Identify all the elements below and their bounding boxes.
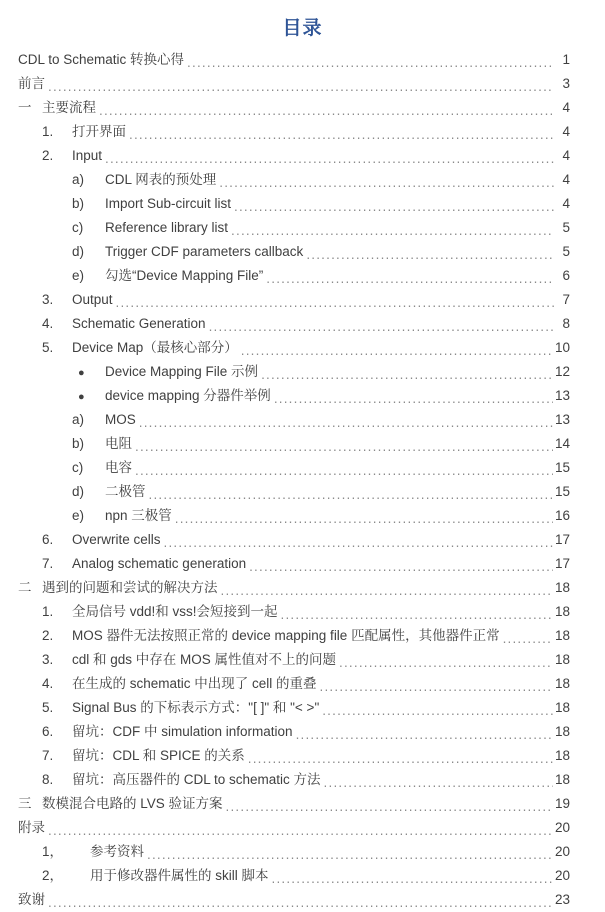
toc-entry-page-number: 7 <box>562 292 570 307</box>
toc-entry-page-number: 13 <box>554 412 570 427</box>
toc-entry-label: 二极管 <box>105 484 146 499</box>
toc-entry-marker: 1. <box>42 124 54 139</box>
toc-entry-page-number: 4 <box>562 196 570 211</box>
toc-entry[interactable] <box>0 96 605 120</box>
toc-leader-dots <box>48 898 553 912</box>
toc-entry[interactable] <box>0 216 605 240</box>
toc-entry[interactable] <box>0 456 605 480</box>
toc-leader-dots <box>147 850 553 864</box>
toc-list <box>0 42 605 912</box>
toc-entry-label: 致谢 <box>18 892 45 907</box>
toc-entry-page-number: 3 <box>562 76 570 91</box>
toc-entry-label: 用于修改器件属性的 skill 脚本 <box>90 868 269 883</box>
toc-entry-marker: e) <box>72 268 85 283</box>
toc-leader-dots <box>221 586 553 600</box>
toc-leader-dots <box>231 226 554 240</box>
toc-entry[interactable] <box>0 888 605 912</box>
toc-entry-marker: 3. <box>42 652 54 667</box>
toc-entry-page-number: 19 <box>554 796 570 811</box>
toc-entry-marker: 三 <box>18 796 32 811</box>
toc-leader-dots <box>272 874 553 888</box>
toc-leader-dots <box>48 826 553 840</box>
toc-entry-page-number: 14 <box>554 436 570 451</box>
toc-leader-dots <box>99 106 554 120</box>
toc-entry-marker: 6. <box>42 532 54 547</box>
toc-entry-page-number: 4 <box>562 148 570 163</box>
toc-entry-page-number: 18 <box>554 700 570 715</box>
toc-entry[interactable] <box>0 288 605 312</box>
toc-entry-marker: 7. <box>42 556 54 571</box>
toc-entry[interactable] <box>0 264 605 288</box>
toc-leader-dots <box>503 634 553 648</box>
toc-entry-marker: c) <box>72 220 84 235</box>
toc-entry-marker: 一 <box>18 100 32 115</box>
toc-entry[interactable] <box>0 144 605 168</box>
toc-leader-dots <box>135 466 553 480</box>
toc-entry-page-number: 20 <box>554 844 570 859</box>
toc-entry-label: 数模混合电路的 LVS 验证方案 <box>42 796 223 811</box>
toc-entry-marker: 6. <box>42 724 54 739</box>
toc-leader-dots <box>234 202 554 216</box>
toc-entry-marker: 3. <box>42 292 54 307</box>
toc-entry[interactable] <box>0 576 605 600</box>
toc-entry-page-number: 12 <box>554 364 570 379</box>
toc-entry-marker: 4. <box>42 676 54 691</box>
toc-entry-label: 电阻 <box>105 436 132 451</box>
toc-entry-label: CDL to Schematic 转换心得 <box>18 52 185 67</box>
toc-leader-dots <box>105 154 554 168</box>
toc-leader-dots <box>339 658 553 672</box>
toc-leader-dots <box>249 562 553 576</box>
toc-entry-marker: a) <box>72 172 85 187</box>
toc-entry-page-number: 20 <box>554 820 570 835</box>
toc-entry-marker: 1. <box>42 604 54 619</box>
toc-entry-label: 主要流程 <box>42 100 96 115</box>
toc-entry[interactable] <box>0 408 605 432</box>
toc-leader-dots <box>281 610 553 624</box>
toc-entry[interactable] <box>0 360 605 384</box>
toc-entry-marker: d) <box>72 484 85 499</box>
toc-entry[interactable] <box>0 792 605 816</box>
toc-entry[interactable] <box>0 744 605 768</box>
toc-entry-label: Analog schematic generation <box>72 556 247 571</box>
toc-entry-label: Input <box>72 148 103 163</box>
toc-entry-label: 打开界面 <box>72 124 126 139</box>
toc-entry-page-number: 6 <box>562 268 570 283</box>
toc-entry-marker: 二 <box>18 580 32 595</box>
toc-entry-marker: ● <box>78 367 85 379</box>
toc-entry-page-number: 18 <box>554 604 570 619</box>
toc-entry-page-number: 17 <box>554 556 570 571</box>
toc-entry-label: Import Sub-circuit list <box>105 196 232 211</box>
toc-entry[interactable] <box>0 840 605 864</box>
toc-entry-page-number: 15 <box>554 484 570 499</box>
toc-entry-label: 留坑：CDF 中 simulation information <box>72 724 293 739</box>
toc-entry[interactable] <box>0 72 605 96</box>
toc-entry-page-number: 4 <box>562 124 570 139</box>
toc-entry-label: Signal Bus 的下标表示方式："[ ]" 和 "< >" <box>72 700 320 715</box>
toc-entry-label: Reference library list <box>105 220 229 235</box>
toc-leader-dots <box>274 394 553 408</box>
toc-entry-page-number: 18 <box>554 748 570 763</box>
toc-leader-dots <box>241 346 553 360</box>
toc-entry[interactable] <box>0 120 605 144</box>
toc-entry[interactable] <box>0 816 605 840</box>
toc-entry-page-number: 18 <box>554 676 570 691</box>
toc-entry[interactable] <box>0 696 605 720</box>
toc-entry-marker: ● <box>78 391 85 403</box>
toc-leader-dots <box>320 682 553 696</box>
toc-entry-page-number: 5 <box>562 220 570 235</box>
toc-entry-marker: 5. <box>42 700 54 715</box>
toc-entry[interactable] <box>0 552 605 576</box>
toc-entry[interactable] <box>0 312 605 336</box>
toc-entry-page-number: 18 <box>554 772 570 787</box>
toc-entry-page-number: 20 <box>554 868 570 883</box>
toc-entry-label: 遇到的问题和尝试的解决方法 <box>42 580 218 595</box>
toc-entry-page-number: 5 <box>562 244 570 259</box>
toc-leader-dots <box>219 178 554 192</box>
toc-entry[interactable] <box>0 528 605 552</box>
toc-entry-label: 全局信号 vdd!和 vss!会短接到一起 <box>72 604 278 619</box>
toc-entry-label: Overwrite cells <box>72 532 161 547</box>
toc-entry-page-number: 18 <box>554 652 570 667</box>
toc-entry[interactable] <box>0 768 605 792</box>
toc-entry-marker: c) <box>72 460 84 475</box>
toc-entry[interactable] <box>0 720 605 744</box>
toc-entry-label: 留坑：高压器件的 CDL to schematic 方法 <box>72 772 321 787</box>
toc-entry[interactable] <box>0 648 605 672</box>
toc-leader-dots <box>248 754 553 768</box>
toc-entry-page-number: 18 <box>554 580 570 595</box>
toc-entry-page-number: 10 <box>554 340 570 355</box>
toc-entry-marker: d) <box>72 244 85 259</box>
toc-entry-label: Trigger CDF parameters callback <box>105 244 304 259</box>
toc-entry[interactable] <box>0 240 605 264</box>
toc-entry[interactable] <box>0 504 605 528</box>
toc-entry[interactable] <box>0 192 605 216</box>
toc-entry-label: device mapping 分器件举例 <box>105 388 271 403</box>
toc-entry-label: 附录 <box>18 820 45 835</box>
toc-leader-dots <box>187 58 554 72</box>
toc-leader-dots <box>149 490 553 504</box>
toc-entry[interactable] <box>0 672 605 696</box>
toc-entry-label: Device Map（最核心部分） <box>72 340 238 355</box>
toc-entry-marker: b) <box>72 436 85 451</box>
toc-entry[interactable] <box>0 432 605 456</box>
toc-entry-marker: a) <box>72 412 85 427</box>
toc-entry-page-number: 8 <box>562 316 570 331</box>
toc-entry-page-number: 1 <box>562 52 570 67</box>
toc-leader-dots <box>129 130 554 144</box>
toc-entry[interactable] <box>0 336 605 360</box>
toc-leader-dots <box>324 778 553 792</box>
toc-leader-dots <box>266 274 554 288</box>
toc-entry-label: 电容 <box>105 460 132 475</box>
toc-leader-dots <box>135 442 553 456</box>
toc-leader-dots <box>296 730 553 744</box>
toc-entry-label: 在生成的 schematic 中出现了 cell 的重叠 <box>72 676 317 691</box>
toc-entry-marker: e) <box>72 508 85 523</box>
toc-entry-marker: 4. <box>42 316 54 331</box>
toc-entry-page-number: 4 <box>562 172 570 187</box>
toc-entry-page-number: 17 <box>554 532 570 547</box>
toc-leader-dots <box>139 418 553 432</box>
toc-entry-label: MOS <box>105 412 136 427</box>
toc-entry-label: Device Mapping File 示例 <box>105 364 259 379</box>
page-title: 目录 <box>282 18 323 39</box>
toc-entry-marker: 2， <box>42 868 64 883</box>
toc-entry-label: Schematic Generation <box>72 316 206 331</box>
toc-entry-label: 前言 <box>18 76 45 91</box>
toc-entry-label: MOS 器件无法按照正常的 device mapping file 匹配属性，其他器件正常 <box>72 628 500 643</box>
toc-entry-page-number: 15 <box>554 460 570 475</box>
toc-entry-label: 参考资料 <box>90 844 144 859</box>
toc-entry[interactable] <box>0 480 605 504</box>
toc-entry-marker: 7. <box>42 748 54 763</box>
toc-leader-dots <box>164 538 553 552</box>
toc-entry[interactable] <box>0 600 605 624</box>
toc-entry-page-number: 18 <box>554 724 570 739</box>
toc-entry-label: 留坑：CDL 和 SPICE 的关系 <box>72 748 245 763</box>
toc-leader-dots <box>116 298 554 312</box>
toc-entry-label: cdl 和 gds 中存在 MOS 属性值对不上的问题 <box>72 652 337 667</box>
toc-leader-dots <box>175 514 553 528</box>
toc-entry-page-number: 23 <box>554 892 570 907</box>
toc-entry-page-number: 4 <box>562 100 570 115</box>
toc-entry-label: npn 三极管 <box>105 508 172 523</box>
toc-entry-label: Output <box>72 292 113 307</box>
toc-entry-label: CDL 网表的预处理 <box>105 172 217 187</box>
toc-entry-marker: b) <box>72 196 85 211</box>
toc-entry-marker: 1， <box>42 844 64 859</box>
toc-entry-page-number: 18 <box>554 628 570 643</box>
toc-leader-dots <box>322 706 553 720</box>
toc-entry-marker: 2. <box>42 628 54 643</box>
toc-entry[interactable] <box>0 624 605 648</box>
toc-leader-dots <box>48 82 554 96</box>
toc-entry-label: 勾选“Device Mapping File” <box>105 268 264 283</box>
toc-entry-page-number: 13 <box>554 388 570 403</box>
toc-entry[interactable] <box>0 864 605 888</box>
toc-entry-marker: 2. <box>42 148 54 163</box>
toc-entry-page-number: 16 <box>554 508 570 523</box>
toc-leader-dots <box>209 322 554 336</box>
toc-leader-dots <box>261 370 553 384</box>
toc-entry-marker: 8. <box>42 772 54 787</box>
toc-entry[interactable] <box>0 384 605 408</box>
toc-leader-dots <box>306 250 554 264</box>
toc-entry-marker: 5. <box>42 340 54 355</box>
toc-entry[interactable] <box>0 168 605 192</box>
toc-entry[interactable] <box>0 48 605 72</box>
